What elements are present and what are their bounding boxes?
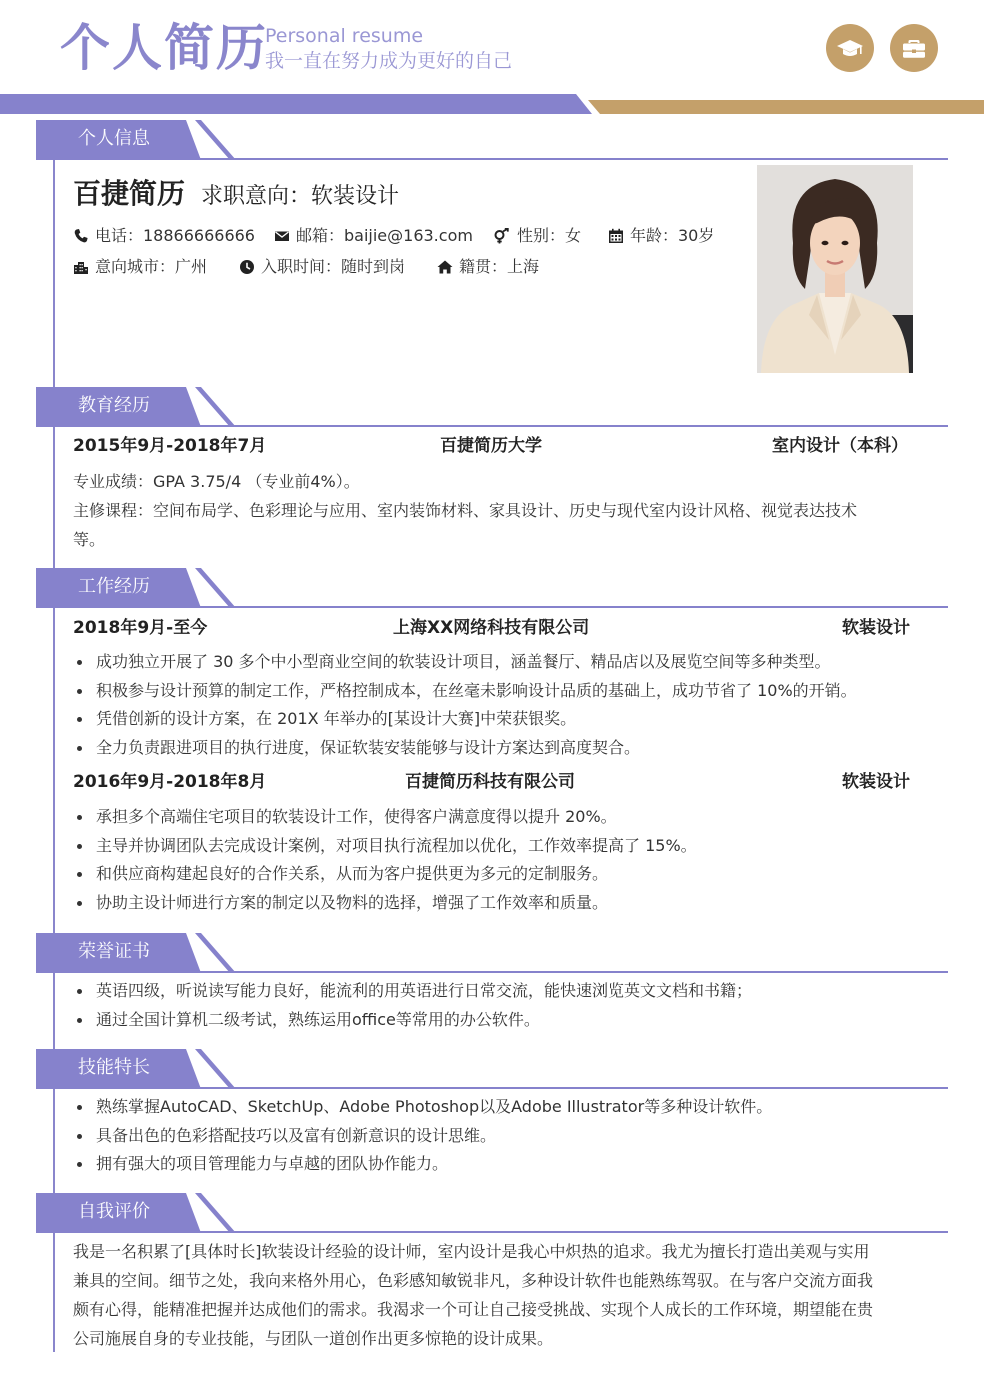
list-item: 通过全国计算机二级考试，熟练运用office等常用的办公软件。: [73, 1006, 752, 1035]
list-item: 主导并协调团队去完成设计案例，对项目执行流程加以优化，工作效率提高了 15%。: [73, 832, 697, 861]
education-period: 2015年9月-2018年7月: [73, 436, 267, 456]
job-intent: 求职意向：软装设计: [201, 184, 400, 209]
education-line: 等。: [73, 530, 106, 549]
profile-photo: [757, 165, 913, 373]
work-company: 百捷简历科技有限公司: [405, 772, 575, 792]
section-title: 自我评价: [78, 1201, 150, 1222]
briefcase-icon: [890, 24, 938, 72]
list-item: 凭借创新的设计方案，在 201X 年举办的[某设计大赛]中荣获银奖。: [73, 705, 857, 734]
candidate-name: 百捷简历: [73, 177, 186, 210]
section-title: 教育经历: [78, 395, 150, 416]
section-header-self-eval: [36, 1193, 948, 1233]
home-icon: [437, 259, 453, 275]
section-header-education: [36, 387, 948, 427]
self-eval-line: 公司施展自身的专业技能，与团队一道创作出更多惊艳的设计成果。: [73, 1329, 554, 1348]
header-band-purple: [0, 94, 592, 114]
city-buildings-icon: [73, 259, 89, 275]
education-line: 主修课程：空间布局学、色彩理论与应用、室内装饰材料、家具设计、历史与现代室内设计风格、视觉表达技术: [73, 501, 858, 520]
work-period: 2018年9月-至今: [73, 618, 208, 638]
section-title: 技能特长: [78, 1057, 150, 1078]
list-item: 全力负责跟进项目的执行进度，保证软装安装能够与设计方案达到高度契合。: [73, 734, 857, 763]
resume-subtitle-cn: 我一直在努力成为更好的自己: [265, 50, 513, 72]
info-email: 邮箱：baijie@163.com: [274, 225, 473, 247]
list-item: 拥有强大的项目管理能力与卓越的团队协作能力。: [73, 1150, 772, 1179]
header-band-gold: [588, 100, 984, 114]
education-line: 专业成绩：GPA 3.75/4 （专业前4%）。: [73, 472, 360, 491]
self-eval-line: 我是一名积累了[具体时长]软装设计经验的设计师，室内设计是我心中炽热的追求。我尤为擅长打造出美观与实用: [73, 1242, 870, 1261]
left-timeline-line: [53, 160, 55, 1352]
list-item: 和供应商构建起良好的合作关系，从而为客户提供更为多元的定制服务。: [73, 860, 697, 889]
work-period: 2016年9月-2018年8月: [73, 772, 267, 792]
work-role: 软装设计: [842, 772, 910, 792]
work-role: 软装设计: [842, 618, 910, 638]
self-eval-line: 兼具的空间。细节之处，我向来格外用心，色彩感知敏锐非凡，多种设计软件也能熟练驾驭。在与客户交流方面我: [73, 1271, 874, 1290]
list-item: 具备出色的色彩搭配技巧以及富有创新意识的设计思维。: [73, 1122, 772, 1151]
self-eval-line: 颇有心得，能精准把握并达成他们的需求。我渴求一个可让自己接受挑战、实现个人成长的工作环境，期望能在贵: [73, 1300, 874, 1319]
list-item: 承担多个高端住宅项目的软装设计工作，使得客户满意度得以提升 20%。: [73, 803, 697, 832]
list-item: 积极参与设计预算的制定工作，严格控制成本，在丝毫未影响设计品质的基础上，成功节省了 10%的开销。: [73, 677, 857, 706]
resume-subtitle-en: Personal resume: [265, 25, 424, 47]
section-title: 荣誉证书: [78, 941, 150, 962]
section-header-skills: [36, 1049, 948, 1089]
mail-icon: [274, 228, 290, 244]
work-bullets: [73, 648, 857, 763]
resume-title: 个人简历: [60, 19, 268, 77]
clock-icon: [239, 259, 255, 275]
section-title: 个人信息: [78, 128, 150, 149]
info-city: 意向城市：广州: [73, 256, 207, 278]
section-header-work: [36, 568, 948, 608]
graduation-cap-icon: [826, 24, 874, 72]
work-bullets: [73, 803, 697, 918]
info-age: 年龄：30岁: [608, 225, 714, 247]
list-item: 成功独立开展了 30 多个中小型商业空间的软装设计项目，涵盖餐厅、精品店以及展览空间等多种类型。: [73, 648, 857, 677]
education-details: [73, 467, 923, 554]
info-phone: 电话：18866666666: [73, 225, 255, 247]
work-company: 上海XX网络科技有限公司: [393, 618, 590, 638]
phone-icon: [73, 228, 89, 244]
list-item: 英语四级，听说读写能力良好，能流利的用英语进行日常交流，能快速浏览英文文档和书籍；: [73, 977, 752, 1006]
education-school: 百捷简历大学: [440, 436, 542, 456]
skills-list: [73, 1093, 772, 1179]
calendar-icon: [608, 228, 624, 244]
section-title: 工作经历: [78, 576, 150, 597]
info-start-time: 入职时间：随时到岗: [239, 256, 405, 278]
info-gender: 性别：女: [493, 225, 581, 247]
honors-list: [73, 977, 752, 1034]
self-evaluation: [73, 1237, 933, 1353]
gender-icon: [493, 228, 511, 244]
section-header-honors: [36, 933, 948, 973]
education-major: 室内设计（本科）: [772, 436, 908, 456]
list-item: 熟练掌握AutoCAD、SketchUp、Adobe Photoshop以及Adobe Illustrator等多种设计软件。: [73, 1093, 772, 1122]
info-native: 籍贯：上海: [437, 256, 539, 278]
list-item: 协助主设计师进行方案的制定以及物料的选择，增强了工作效率和质量。: [73, 889, 697, 918]
section-header-personal: [36, 120, 948, 160]
